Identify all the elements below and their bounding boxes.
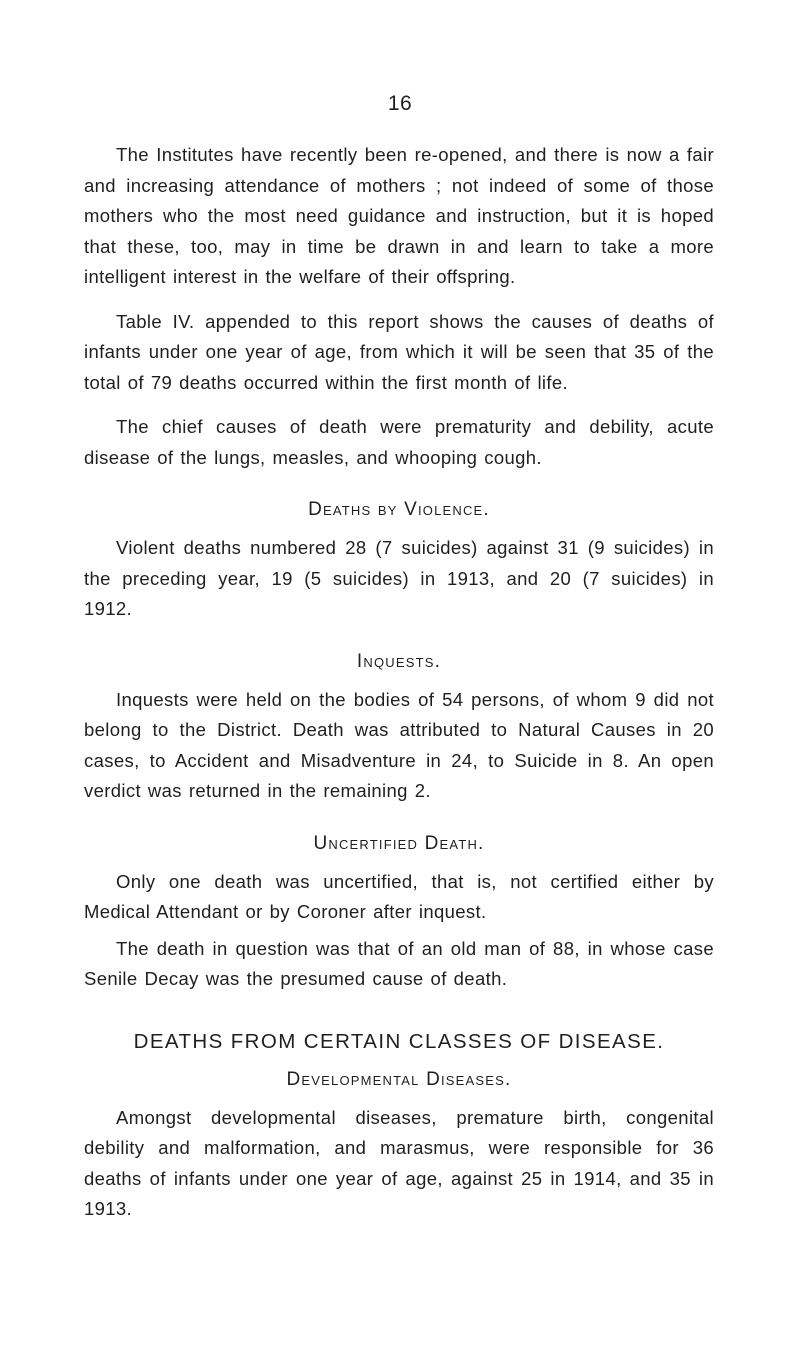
paragraph-uncertified-1: Only one death was uncertified, that is, not certified either by Medical Attendant or by Coroner after inquest. [84,870,714,922]
page-content [84,140,714,1225]
heading-deaths-by-violence: Deaths by Violence. [308,499,490,520]
page-number: 16 [387,92,413,115]
heading-deaths-from-certain-classes: DEATHS FROM CERTAIN CLASSES OF DISEASE. [133,1029,665,1053]
heading-inquests: Inquests. [356,650,442,672]
paragraph-violence: Violent deaths numbered 28 (7 suicides) against 31 (9 suicides) in the preceding year, 19 (5 suicides) in 1913, and 20 (7 suicides) in 1912. [84,537,714,619]
heading-developmental-diseases: Developmental Diseases. [286,1068,512,1090]
paragraph-inquests: Inquests were held on the bodies of 54 persons, of whom 9 did not belong to the District. Death was attributed to Natural Causes in 20 cases, to Accident and Misadventure in 24, to Suicide in 8. An open verdict was returned in the remaining 2. [84,688,714,801]
paragraph-developmental: Amongst developmental diseases, premature birth, congenital debility and malformation, and marasmus, were responsible for 36 deaths of infants under one year of age, against 25 in 1914, and 35 in 1913. [84,1106,714,1219]
paragraph-uncertified-2: The death in question was that of an old man of 88, in whose case Senile Decay was the presumed cause of death. [84,937,714,989]
paragraph-institutes: The Institutes have recently been re-opened, and there is now a fair and increasing attendance of mothers ; not indeed of some of those mothers who the most need guidance and instruction, but it is hoped that these, too, may in time be drawn in and learn to take a more intelligent interest in the welfare of their offspring. [84,144,714,287]
paragraph-table-iv: Table IV. appended to this report shows the causes of deaths of infants under one year of age, from which it will be seen that 35 of the total of 79 deaths occurred within the first month of life. [84,310,714,393]
paragraph-chief-causes: The chief causes of death were prematurity and debility, acute disease of the lungs, measles, and whooping cough. [84,416,714,468]
heading-uncertified-death: Uncertified Death. [313,832,485,854]
